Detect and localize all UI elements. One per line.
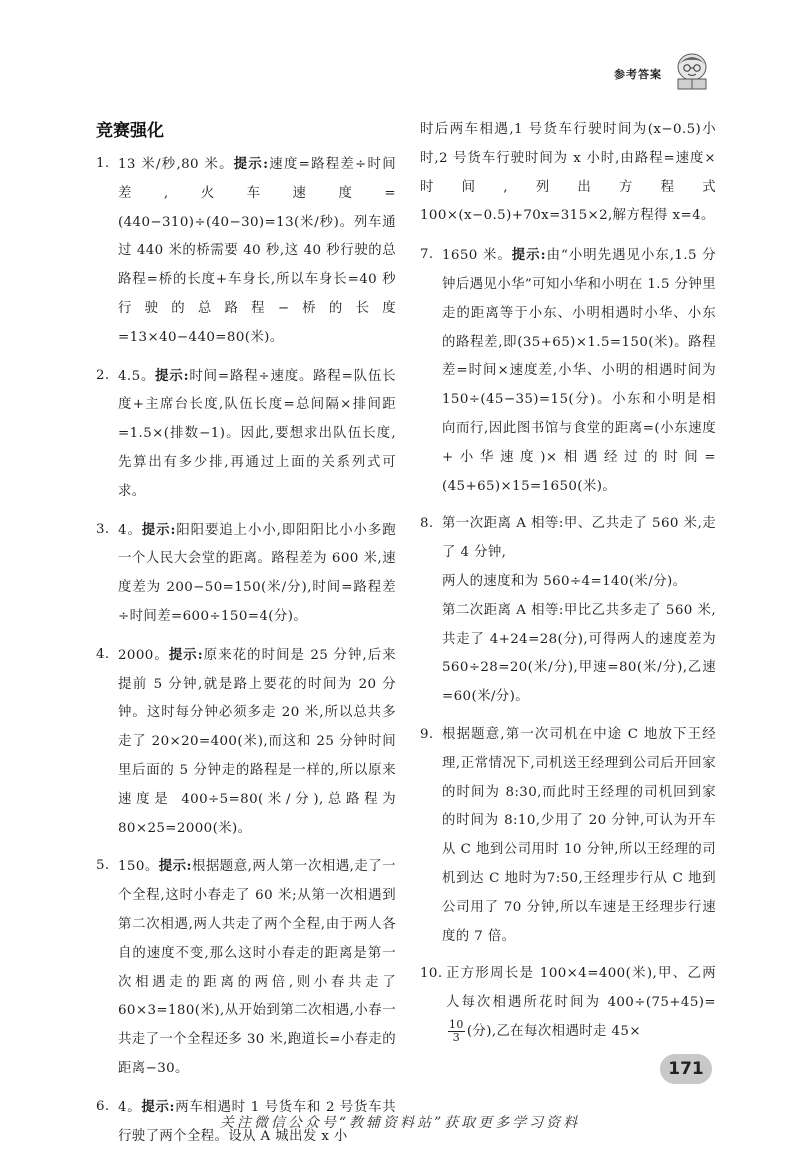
answer-item-10: 10. 正方形周长是 100×4=400(米),甲、乙两人每次相遇所花时间为 400÷(75+45)= $\frac{10}{3}$ (分),乙在每次相遇时走 45× — [420, 966, 716, 1044]
answer-item-5: 5. 150。提示:根据题意,两人第一次相遇,走了一个全程,这时小春走了 60 米;从第一次相遇到第二次相遇,两人共走了两个全程,由于两人各自的速度不变,那么这时小春走的距离是第一次相遇走的距离的两倍,则小春共走了 60×3=180(米),从开始到第二次相遇,小春一共走了一个全程还多 30 米,跑道长=小春走的距离−30。 — [96, 858, 396, 1076]
answer-item-4: 4. 2000。提示:原来花的时间是 25 分钟,后来提前 5 分钟,就是路上要花的时间为 20 分钟。这时每分钟必须多走 20 米,所以总共多走了 20×20=400(米),而这和 25 分钟时间里后面的 5 分钟走的路程是一样的,所以原来速度是 400÷5=80(米/分),总路程为 80×25=2000(米)。 — [96, 646, 396, 836]
answer-item-7: 7. 1650 米。提示:由“小明先遇见小东,1.5 分钟后遇见小华”可知小华和小明在 1.5 分钟里走的距离等于小东、小明相遇时小华、小东的路程差,即(35+65)×1.5=150(米)。路程差=时间×速度差,小华、小明的相遇时间为 150÷(45−35)=15(分)。小东和小明是相向而行,因此图书馆与食堂的距离=(小东速度+小华速度)×相遇经过的时间=(45+65)×15=1650(米)。 — [420, 247, 716, 494]
fraction: $\frac{10}{3}$ — [449, 1017, 464, 1044]
footer-note: 关注微信公众号“教辅资料站”获取更多学习资料 — [219, 1115, 581, 1131]
answer-item-6-continued: 时后两车相遇,1 号货车行驶时间为(x−0.5)小时,2 号货车行驶时间为 x 小时,由路程=速度×时间,列出方程式 100×(x−0.5)+70x=315×2,解方程得 x=4。 — [420, 122, 716, 224]
answer-item-3: 3. 4。提示:阳阳要追上小小,即阳阳比小小多跑一个人民大会堂的距离。路程差为 600 米,速度差为 200−50=150(米/分),时间=路程差÷时间差=600÷150=4(分)。 — [96, 521, 396, 624]
answer-item-2: 2. 4.5。提示:时间=路程÷速度。路程=队伍长度+主席台长度,队伍长度=总间隔×排间距=1.5×(排数−1)。因此,要想求出队伍长度,先算出有多少排,再通过上面的关系列式可求。 — [96, 367, 396, 499]
reading-child-icon — [672, 50, 712, 92]
right-column — [420, 116, 716, 1056]
section-title: 竞赛强化 — [96, 121, 164, 141]
answer-item-6: 6. 4。提示:两车相遇时 1 号货车和 2 号货车共行驶了两个全程。设从 A 城出发 x 小 — [96, 1098, 396, 1144]
answer-item-9: 9. 根据题意,第一次司机在中途 C 地放下王经理,正常情况下,司机送王经理到公司后开回家的时间为 8:30,而此时王经理的司机回到家的时间为 8:10,少用了 20 分钟,可认为开车从 C 地到公司用时 10 分钟,所以王经理的司机到达 C 地时为7:50,王经理步行从 C 地到公司用了 70 分钟,所以车速是王经理步行速度的 7 倍。 — [420, 726, 716, 944]
left-column — [96, 150, 396, 1160]
answer-item-1: 1. 13 米/秒,80 米。提示:速度=路程差÷时间差,火车速度=(440−310)÷(40−30)=13(米/秒)。列车通过 440 米的桥需要 40 秒,这 40 秒行驶的总路程=桥的长度+车身长,所以车身长=40 秒行驶的总路程−桥的长度=13×40−440=80(米)。 — [96, 156, 396, 345]
answer-item-8: 8. 第一次距离 A 相等:甲、乙共走了 560 米,走了 4 分钟, 两人的速度和为 560÷4=140(米/分)。 第二次距离 A 相等:甲比乙共多走了 560 米,共走了 4+24=28(分),可得两人的速度差为 560÷28=20(米/分),甲速=80(米/分),乙速=60(米/分)。 — [420, 516, 716, 705]
page-number: 171 — [660, 1054, 712, 1084]
header-label: 参考答案 — [614, 68, 662, 81]
